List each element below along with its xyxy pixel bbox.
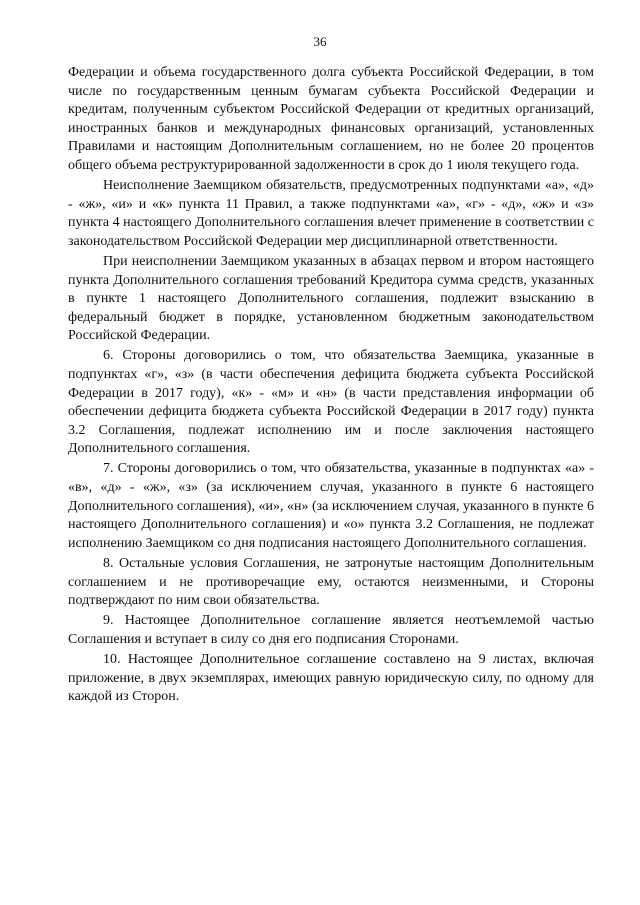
paragraph-item-9: 9. Настоящее Дополнительное соглашение является неотъемлемой частью Соглашения и вступает в силу со дня его подписания Сторонами.	[68, 613, 594, 647]
paragraph-item-8: 8. Остальные условия Соглашения, не затронутые настоящим Дополнительным соглашением и не противоречащие ему, остаются неизменными, и Стороны подтверждают по ним свои обязательства.	[68, 555, 594, 609]
paragraph-item-10: 10. Настоящее Дополнительное соглашение составлено на 9 листах, включая приложение, в двух экземплярах, имеющих равную юридическую силу, по одному для каждой из Сторон.	[68, 651, 594, 705]
page-number: 36	[313, 34, 327, 49]
paragraph-item-7: 7. Стороны договорились о том, что обязательства, указанные в подпунктах «а» - «в», «д» - «ж», «з» (за исключением случая, указанного в пункте 6 настоящего Дополнительного соглашения), «и», «н» (за исключением случая, указанного в пункте 6 настоящего Дополнительного соглашения) и «о» пункта 3.2 Соглашения, не подлежат исполнению Заемщиком со дня подписания настоящего Дополнительного соглашения.	[68, 461, 594, 551]
document-body	[68, 64, 594, 708]
paragraph-recovery: При неисполнении Заемщиком указанных в абзацах первом и втором настоящего пункта Дополнительного соглашения требований Кредитора сумма средств, указанных в пункте 1 настоящего Дополнительного соглашения, подлежит взысканию в федеральный бюджет в порядке, установленном бюджетным законодательством Российской Федерации.	[68, 253, 594, 344]
paragraph-continuation: Федерации и объема государственного долга субъекта Российской Федерации, в том числе по государственным ценным бумагам субъекта Российской Федерации и кредитам, полученным субъектом Российской Федерации от кредитных организаций, иностранных банков и международных финансовых организаций, установленных Правилами и настоящим Дополнительным соглашением, но не более 20 процентов общего объема реструктурированной задолженности в срок до 1 июля текущего года.	[68, 65, 594, 173]
paragraph-nonfulfillment: Неисполнение Заемщиком обязательств, предусмотренных подпунктами «а», «д» - «ж», «и» и «к» пункта 11 Правил, а также подпунктами «а», «г» - «д», «ж» и «з» пункта 4 настоящего Дополнительного соглашения влечет применение в соответствии с законодательством Российской Федерации мер дисциплинарной ответственности.	[68, 178, 594, 249]
paragraph-item-6: 6. Стороны договорились о том, что обязательства Заемщика, указанные в подпунктах «г», «з» (в части обеспечения дефицита бюджета субъекта Российской Федерации в 2017 году), «к» - «м» и «н» (в части представления информации об обеспечении дефицита бюджета субъекта Российской Федерации в 2017 году) пункта 3.2 Соглашения, подлежат исполнению им и после заключения настоящего Дополнительного соглашения.	[68, 348, 594, 457]
